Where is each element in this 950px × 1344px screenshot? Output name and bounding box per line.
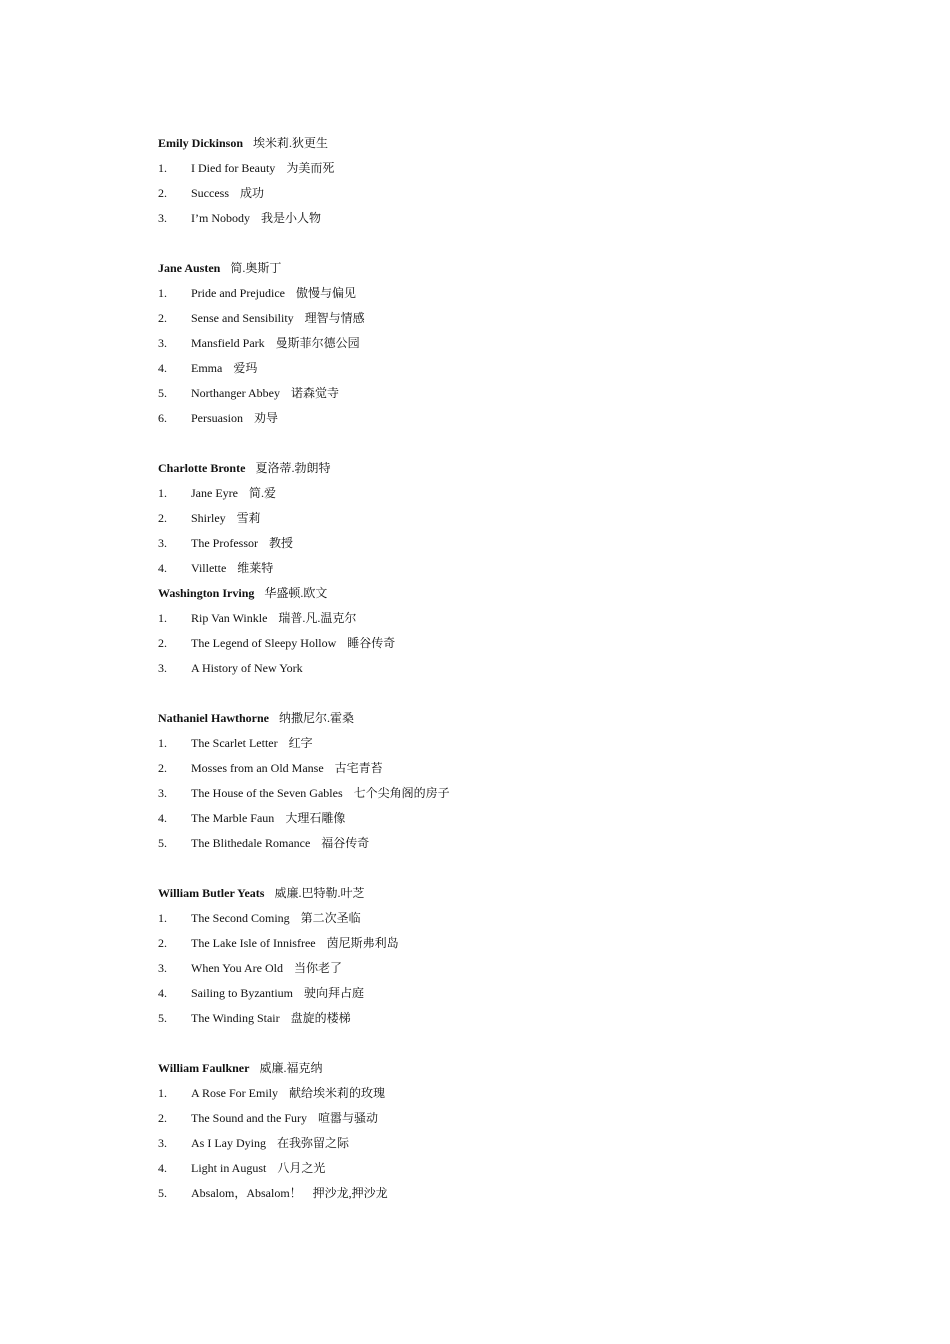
work-title-group bbox=[191, 506, 261, 531]
work-title: Shirley bbox=[191, 511, 226, 525]
list-item bbox=[158, 156, 898, 181]
list-item bbox=[158, 306, 898, 331]
list-item bbox=[158, 1081, 898, 1106]
work-title-chinese: 曼斯菲尔德公园 bbox=[275, 336, 360, 350]
work-title-group bbox=[191, 631, 395, 656]
list-number: 3. bbox=[158, 336, 167, 350]
work-title-chinese: 傲慢与偏见 bbox=[295, 286, 356, 300]
work-title: Absalom，Absalom！ bbox=[191, 1186, 302, 1200]
list-number: 3. bbox=[158, 536, 167, 550]
work-title-group bbox=[191, 606, 356, 631]
work-title: As I Lay Dying bbox=[191, 1136, 266, 1150]
work-title-chinese: 押沙龙,押沙龙 bbox=[312, 1186, 388, 1200]
work-title-group bbox=[191, 181, 264, 206]
work-title-chinese: 福谷传奇 bbox=[321, 836, 370, 850]
work-title-chinese: 为美而死 bbox=[286, 161, 335, 175]
list-item bbox=[158, 1131, 898, 1156]
work-title: Emma bbox=[191, 361, 223, 375]
list-number: 1. bbox=[158, 486, 167, 500]
list-item bbox=[158, 531, 898, 556]
list-item bbox=[158, 1106, 898, 1131]
author-section bbox=[158, 581, 898, 681]
work-title-group bbox=[191, 406, 278, 431]
author-section bbox=[158, 1056, 898, 1206]
author-name: Washington Irving bbox=[158, 586, 255, 600]
document-body bbox=[158, 131, 898, 1206]
list-number: 1. bbox=[158, 286, 167, 300]
list-number: 2. bbox=[158, 186, 167, 200]
work-title-chinese: 教授 bbox=[268, 536, 293, 550]
work-title-chinese: 诺森觉寺 bbox=[290, 386, 339, 400]
work-title: The Sound and the Fury bbox=[191, 1111, 307, 1125]
list-number: 2. bbox=[158, 936, 167, 950]
work-title-group bbox=[191, 531, 293, 556]
work-title: Success bbox=[191, 186, 229, 200]
work-title-chinese: 劝导 bbox=[254, 411, 279, 425]
author-heading bbox=[158, 881, 898, 906]
list-number: 2. bbox=[158, 311, 167, 325]
list-item bbox=[158, 631, 898, 656]
list-item bbox=[158, 931, 898, 956]
work-title-chinese: 茵尼斯弗利岛 bbox=[326, 936, 399, 950]
list-number: 3. bbox=[158, 786, 167, 800]
list-item bbox=[158, 756, 898, 781]
list-number: 5. bbox=[158, 836, 167, 850]
work-title: Mosses from an Old Manse bbox=[191, 761, 324, 775]
work-title-group bbox=[191, 1006, 351, 1031]
work-title: The Winding Stair bbox=[191, 1011, 280, 1025]
work-title-group bbox=[191, 556, 273, 581]
work-title: I Died for Beauty bbox=[191, 161, 276, 175]
author-name-chinese: 夏洛蒂.勃朗特 bbox=[255, 461, 331, 475]
list-item bbox=[158, 956, 898, 981]
work-title: The House of the Seven Gables bbox=[191, 786, 343, 800]
work-title: A History of New York bbox=[191, 661, 303, 675]
work-title-chinese: 当你老了 bbox=[294, 961, 343, 975]
author-name-chinese: 华盛顿.欧文 bbox=[264, 586, 328, 600]
list-item bbox=[158, 906, 898, 931]
list-item bbox=[158, 506, 898, 531]
list-item bbox=[158, 181, 898, 206]
work-title-chinese: 瑞普.凡.温克尔 bbox=[278, 611, 357, 625]
author-section bbox=[158, 256, 898, 431]
work-title: Villette bbox=[191, 561, 227, 575]
work-title: The Blithedale Romance bbox=[191, 836, 311, 850]
work-title: Northanger Abbey bbox=[191, 386, 280, 400]
work-title-group bbox=[191, 381, 339, 406]
author-name-chinese: 纳撒尼尔.霍桑 bbox=[279, 711, 355, 725]
work-title: Rip Van Winkle bbox=[191, 611, 268, 625]
list-number: 1. bbox=[158, 736, 167, 750]
work-title: A Rose For Emily bbox=[191, 1086, 279, 1100]
author-name: Nathaniel Hawthorne bbox=[158, 711, 269, 725]
list-item bbox=[158, 356, 898, 381]
work-title: Sailing to Byzantium bbox=[191, 986, 293, 1000]
work-title-group bbox=[191, 206, 321, 231]
work-title-group bbox=[191, 831, 369, 856]
list-item bbox=[158, 831, 898, 856]
work-title-group bbox=[191, 656, 314, 681]
work-title: The Scarlet Letter bbox=[191, 736, 278, 750]
list-item bbox=[158, 1156, 898, 1181]
work-title-chinese: 古宅青苔 bbox=[334, 761, 383, 775]
work-title-chinese: 雪莉 bbox=[236, 511, 261, 525]
author-heading bbox=[158, 131, 898, 156]
author-heading bbox=[158, 706, 898, 731]
work-title-group bbox=[191, 981, 364, 1006]
work-title-group bbox=[191, 481, 276, 506]
work-title-chinese: 理智与情感 bbox=[304, 311, 365, 325]
work-title-chinese: 在我弥留之际 bbox=[277, 1136, 350, 1150]
list-item bbox=[158, 1181, 898, 1206]
work-title-group bbox=[191, 931, 399, 956]
list-number: 4. bbox=[158, 361, 167, 375]
author-section bbox=[158, 706, 898, 856]
list-item bbox=[158, 731, 898, 756]
work-title: Light in August bbox=[191, 1161, 267, 1175]
list-number: 3. bbox=[158, 661, 167, 675]
author-section bbox=[158, 131, 898, 231]
list-number: 3. bbox=[158, 211, 167, 225]
author-section bbox=[158, 881, 898, 1031]
work-title-chinese: 喧嚣与骚动 bbox=[318, 1111, 379, 1125]
author-heading bbox=[158, 1056, 898, 1081]
work-title: The Marble Faun bbox=[191, 811, 275, 825]
work-title-chinese: 睡谷传奇 bbox=[347, 636, 396, 650]
work-title-chinese: 驶向拜占庭 bbox=[304, 986, 365, 1000]
work-title: Pride and Prejudice bbox=[191, 286, 285, 300]
list-number: 4. bbox=[158, 986, 167, 1000]
author-name: William Butler Yeats bbox=[158, 886, 265, 900]
work-title: The Professor bbox=[191, 536, 258, 550]
list-item bbox=[158, 281, 898, 306]
list-item bbox=[158, 781, 898, 806]
list-item bbox=[158, 481, 898, 506]
list-number: 5. bbox=[158, 1186, 167, 1200]
work-title-group bbox=[191, 756, 383, 781]
work-title-group bbox=[191, 1131, 349, 1156]
work-title-chinese: 简.爱 bbox=[248, 486, 276, 500]
work-title-chinese: 红字 bbox=[288, 736, 313, 750]
author-name-chinese: 简.奥斯丁 bbox=[230, 261, 282, 275]
author-name: Emily Dickinson bbox=[158, 136, 244, 150]
work-title-group bbox=[191, 281, 356, 306]
list-number: 4. bbox=[158, 1161, 167, 1175]
list-item bbox=[158, 606, 898, 631]
work-title: The Second Coming bbox=[191, 911, 290, 925]
work-title-group bbox=[191, 356, 257, 381]
author-name-chinese: 埃米莉.狄更生 bbox=[253, 136, 329, 150]
work-title-chinese: 成功 bbox=[240, 186, 265, 200]
work-title: Sense and Sensibility bbox=[191, 311, 294, 325]
list-number: 2. bbox=[158, 761, 167, 775]
author-section bbox=[158, 456, 898, 581]
work-title-group bbox=[191, 781, 450, 806]
work-title-chinese: 第二次圣临 bbox=[300, 911, 361, 925]
list-number: 1. bbox=[158, 161, 167, 175]
list-number: 4. bbox=[158, 561, 167, 575]
list-number: 2. bbox=[158, 511, 167, 525]
work-title-group bbox=[191, 956, 342, 981]
work-title-chinese: 八月之光 bbox=[277, 1161, 326, 1175]
work-title-chinese: 维莱特 bbox=[237, 561, 274, 575]
list-item bbox=[158, 381, 898, 406]
work-title: Jane Eyre bbox=[191, 486, 238, 500]
work-title-group bbox=[191, 906, 361, 931]
list-number: 2. bbox=[158, 1111, 167, 1125]
work-title-chinese: 大理石雕像 bbox=[285, 811, 346, 825]
author-name-chinese: 威廉.福克纳 bbox=[259, 1061, 323, 1075]
list-number: 3. bbox=[158, 1136, 167, 1150]
work-title-group bbox=[191, 806, 345, 831]
author-heading bbox=[158, 256, 898, 281]
work-title-group bbox=[191, 1181, 388, 1206]
work-title-group bbox=[191, 306, 365, 331]
work-title-chinese: 七个尖角阁的房子 bbox=[353, 786, 450, 800]
list-number: 5. bbox=[158, 386, 167, 400]
work-title-chinese: 我是小人物 bbox=[261, 211, 322, 225]
work-title: When You Are Old bbox=[191, 961, 283, 975]
author-name-chinese: 威廉.巴特勒.叶芝 bbox=[274, 886, 365, 900]
work-title-group bbox=[191, 331, 360, 356]
author-name: William Faulkner bbox=[158, 1061, 250, 1075]
author-name: Charlotte Bronte bbox=[158, 461, 246, 475]
work-title: The Lake Isle of Innisfree bbox=[191, 936, 316, 950]
list-item bbox=[158, 806, 898, 831]
work-title: Persuasion bbox=[191, 411, 243, 425]
list-item bbox=[158, 656, 898, 681]
work-title-group bbox=[191, 1081, 385, 1106]
author-heading bbox=[158, 581, 898, 606]
work-title: I’m Nobody bbox=[191, 211, 250, 225]
work-title-group bbox=[191, 1156, 325, 1181]
work-title-group bbox=[191, 156, 334, 181]
work-title-chinese: 献给埃米莉的玫瑰 bbox=[289, 1086, 386, 1100]
list-number: 1. bbox=[158, 1086, 167, 1100]
list-item bbox=[158, 206, 898, 231]
list-number: 4. bbox=[158, 811, 167, 825]
work-title: Mansfield Park bbox=[191, 336, 265, 350]
work-title: The Legend of Sleepy Hollow bbox=[191, 636, 337, 650]
list-number: 3. bbox=[158, 961, 167, 975]
list-item bbox=[158, 406, 898, 431]
author-heading bbox=[158, 456, 898, 481]
work-title-group bbox=[191, 731, 313, 756]
list-item bbox=[158, 556, 898, 581]
list-number: 1. bbox=[158, 611, 167, 625]
list-item bbox=[158, 981, 898, 1006]
author-name: Jane Austen bbox=[158, 261, 221, 275]
work-title-group bbox=[191, 1106, 378, 1131]
work-title-chinese: 盘旋的楼梯 bbox=[290, 1011, 351, 1025]
list-number: 5. bbox=[158, 1011, 167, 1025]
work-title-chinese: 爱玛 bbox=[233, 361, 258, 375]
list-number: 1. bbox=[158, 911, 167, 925]
list-number: 2. bbox=[158, 636, 167, 650]
list-item bbox=[158, 1006, 898, 1031]
list-number: 6. bbox=[158, 411, 167, 425]
list-item bbox=[158, 331, 898, 356]
